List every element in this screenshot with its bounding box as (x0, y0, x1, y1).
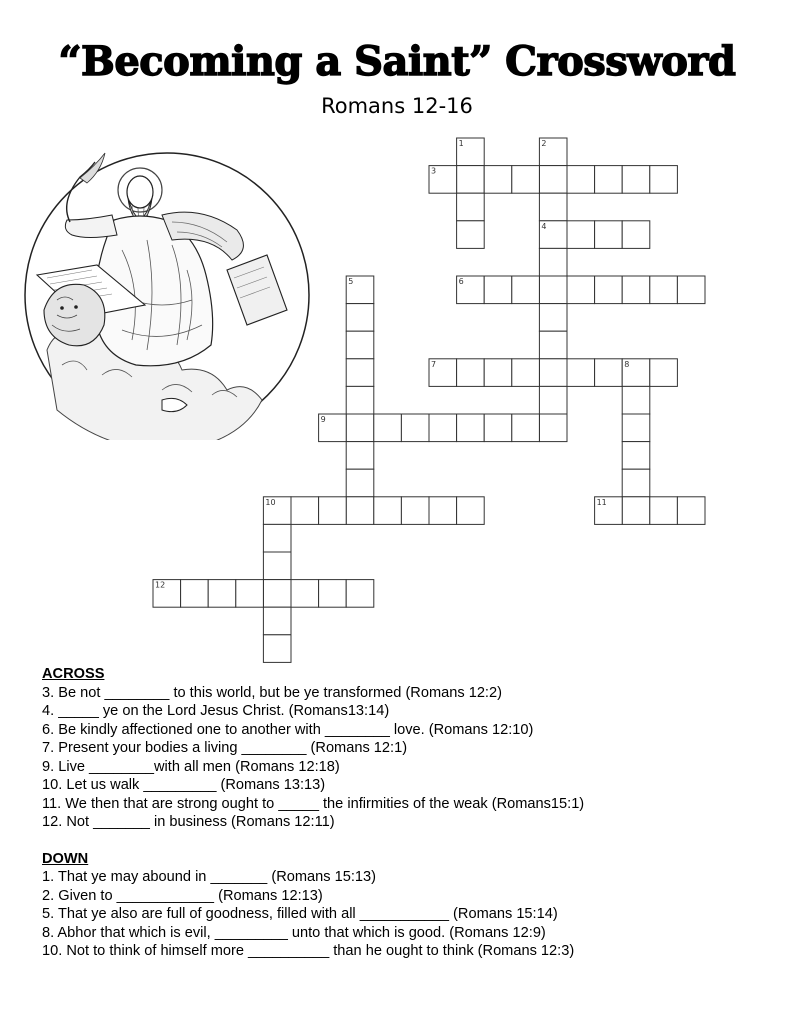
grid-cell[interactable] (512, 166, 540, 194)
grid-cell[interactable] (650, 497, 678, 525)
grid-cell[interactable] (346, 304, 374, 332)
clue-number: 6 (458, 277, 464, 286)
across-clue: 6. Be kindly affectioned one to another with ________ love. (Romans 12:10) (42, 721, 534, 738)
grid-cell[interactable] (539, 414, 567, 442)
grid-cell[interactable] (346, 331, 374, 359)
grid-cell[interactable] (319, 580, 347, 608)
grid-cell[interactable] (429, 497, 457, 525)
grid-cell[interactable] (622, 276, 650, 304)
grid-cell[interactable] (457, 414, 485, 442)
grid-cell[interactable] (346, 580, 374, 608)
grid-cell[interactable] (263, 580, 291, 608)
across-clue: 10. Let us walk _________ (Romans 13:13) (42, 777, 326, 793)
grid-cell[interactable] (622, 414, 650, 442)
clue-number: 12 (155, 580, 166, 590)
grid-cell[interactable] (263, 635, 291, 663)
grid-cell[interactable] (622, 497, 650, 525)
across-heading: ACROSS (42, 666, 105, 682)
grid-cell[interactable] (401, 497, 429, 525)
grid-cell[interactable] (236, 580, 264, 608)
grid-cell[interactable] (457, 193, 485, 221)
grid-cell[interactable] (539, 248, 567, 276)
clue-number: 3 (431, 166, 437, 176)
grid-cell[interactable] (539, 331, 567, 359)
grid-cell[interactable] (539, 276, 567, 304)
grid-cell[interactable] (622, 166, 650, 194)
grid-cell[interactable] (677, 276, 705, 304)
clue-number: 9 (320, 415, 326, 424)
grid-cell[interactable] (263, 607, 291, 635)
clues-section (42, 665, 762, 961)
across-clue: 4. _____ ye on the Lord Jesus Christ. (Romans13:14) (42, 703, 390, 719)
grid-cell[interactable] (429, 414, 457, 442)
grid-cell[interactable] (622, 469, 650, 497)
down-clue: 1. That ye may abound in _______ (Romans 15:13) (42, 869, 376, 885)
clue-number: 4 (541, 221, 547, 231)
grid-cell[interactable] (484, 414, 512, 442)
across-clue: 7. Present your bodies a living ________ (Romans 12:1) (42, 740, 408, 756)
grid-cell[interactable] (677, 497, 705, 525)
grid-cell[interactable] (512, 414, 540, 442)
clue-number: 8 (624, 359, 630, 369)
grid-cell[interactable] (346, 497, 374, 525)
across-clue: 12. Not _______ in business (Romans 12:11) (42, 814, 335, 830)
grid-cell[interactable] (346, 442, 374, 470)
grid-cell[interactable] (567, 359, 595, 387)
grid-cell[interactable] (291, 580, 319, 608)
grid-cell[interactable] (539, 386, 567, 414)
grid-cell[interactable] (622, 442, 650, 470)
grid-cell[interactable] (346, 359, 374, 387)
grid-cell[interactable] (457, 221, 485, 249)
grid-cell[interactable] (346, 414, 374, 442)
grid-cell[interactable] (595, 221, 623, 249)
down-clue: 5. That ye also are full of goodness, filled with all ___________ (Romans 15:14) (42, 906, 558, 922)
grid-cell[interactable] (567, 276, 595, 304)
grid-cell[interactable] (595, 359, 623, 387)
grid-cell[interactable] (650, 276, 678, 304)
grid-cell[interactable] (346, 469, 374, 497)
grid-cell[interactable] (319, 497, 347, 525)
grid-cell[interactable] (374, 497, 402, 525)
grid-cell[interactable] (622, 386, 650, 414)
grid-cell[interactable] (622, 221, 650, 249)
grid-cell[interactable] (457, 166, 485, 194)
across-clue: 11. We then that are strong ought to _____ the infirmities of the weak (Romans15:1) (42, 795, 585, 812)
grid-cell[interactable] (512, 359, 540, 387)
grid-cell[interactable] (346, 386, 374, 414)
grid-cell[interactable] (567, 221, 595, 249)
grid-cell[interactable] (263, 552, 291, 580)
grid-cell[interactable] (263, 524, 291, 552)
grid-cell[interactable] (650, 166, 678, 194)
across-clue: 9. Live ________with all men (Romans 12:18) (42, 758, 340, 775)
grid-cell[interactable] (484, 276, 512, 304)
grid-cell[interactable] (539, 193, 567, 221)
grid-cell[interactable] (374, 414, 402, 442)
down-heading: DOWN (42, 850, 89, 867)
grid-cell[interactable] (539, 166, 567, 194)
grid-cell[interactable] (291, 497, 319, 525)
clue-number: 2 (541, 139, 547, 148)
grid-cell[interactable] (567, 166, 595, 194)
grid-cell[interactable] (457, 359, 485, 387)
down-clue: 8. Abhor that which is evil, _________ unto that which is good. (Romans 12:9) (42, 924, 546, 941)
down-clue: 10. Not to think of himself more __________ than he ought to think (Romans 12:3) (42, 943, 575, 959)
page-subtitle: Romans 12-16 (321, 94, 473, 118)
grid-cell[interactable] (539, 304, 567, 332)
grid-cell[interactable] (595, 276, 623, 304)
grid-cell[interactable] (208, 580, 236, 608)
grid-cell[interactable] (539, 359, 567, 387)
grid-cell[interactable] (401, 414, 429, 442)
clue-number: 10 (265, 497, 276, 507)
grid-cell[interactable] (181, 580, 209, 608)
grid-cell[interactable] (457, 497, 485, 525)
clue-number: 11 (596, 497, 607, 507)
grid-cell[interactable] (512, 276, 540, 304)
grid-cell[interactable] (650, 359, 678, 387)
down-clue: 2. Given to ____________ (Romans 12:13) (42, 887, 323, 904)
clue-number: 1 (458, 139, 464, 148)
across-clue: 3. Be not ________ to this world, but be ye transformed (Romans 12:2) (42, 684, 502, 701)
grid-cell[interactable] (595, 166, 623, 194)
grid-cell[interactable] (484, 359, 512, 387)
grid-cell[interactable] (484, 166, 512, 194)
page-title: “Becoming a Saint” Crossword (58, 38, 736, 85)
clue-number: 5 (348, 277, 354, 286)
clue-number: 7 (431, 359, 437, 369)
